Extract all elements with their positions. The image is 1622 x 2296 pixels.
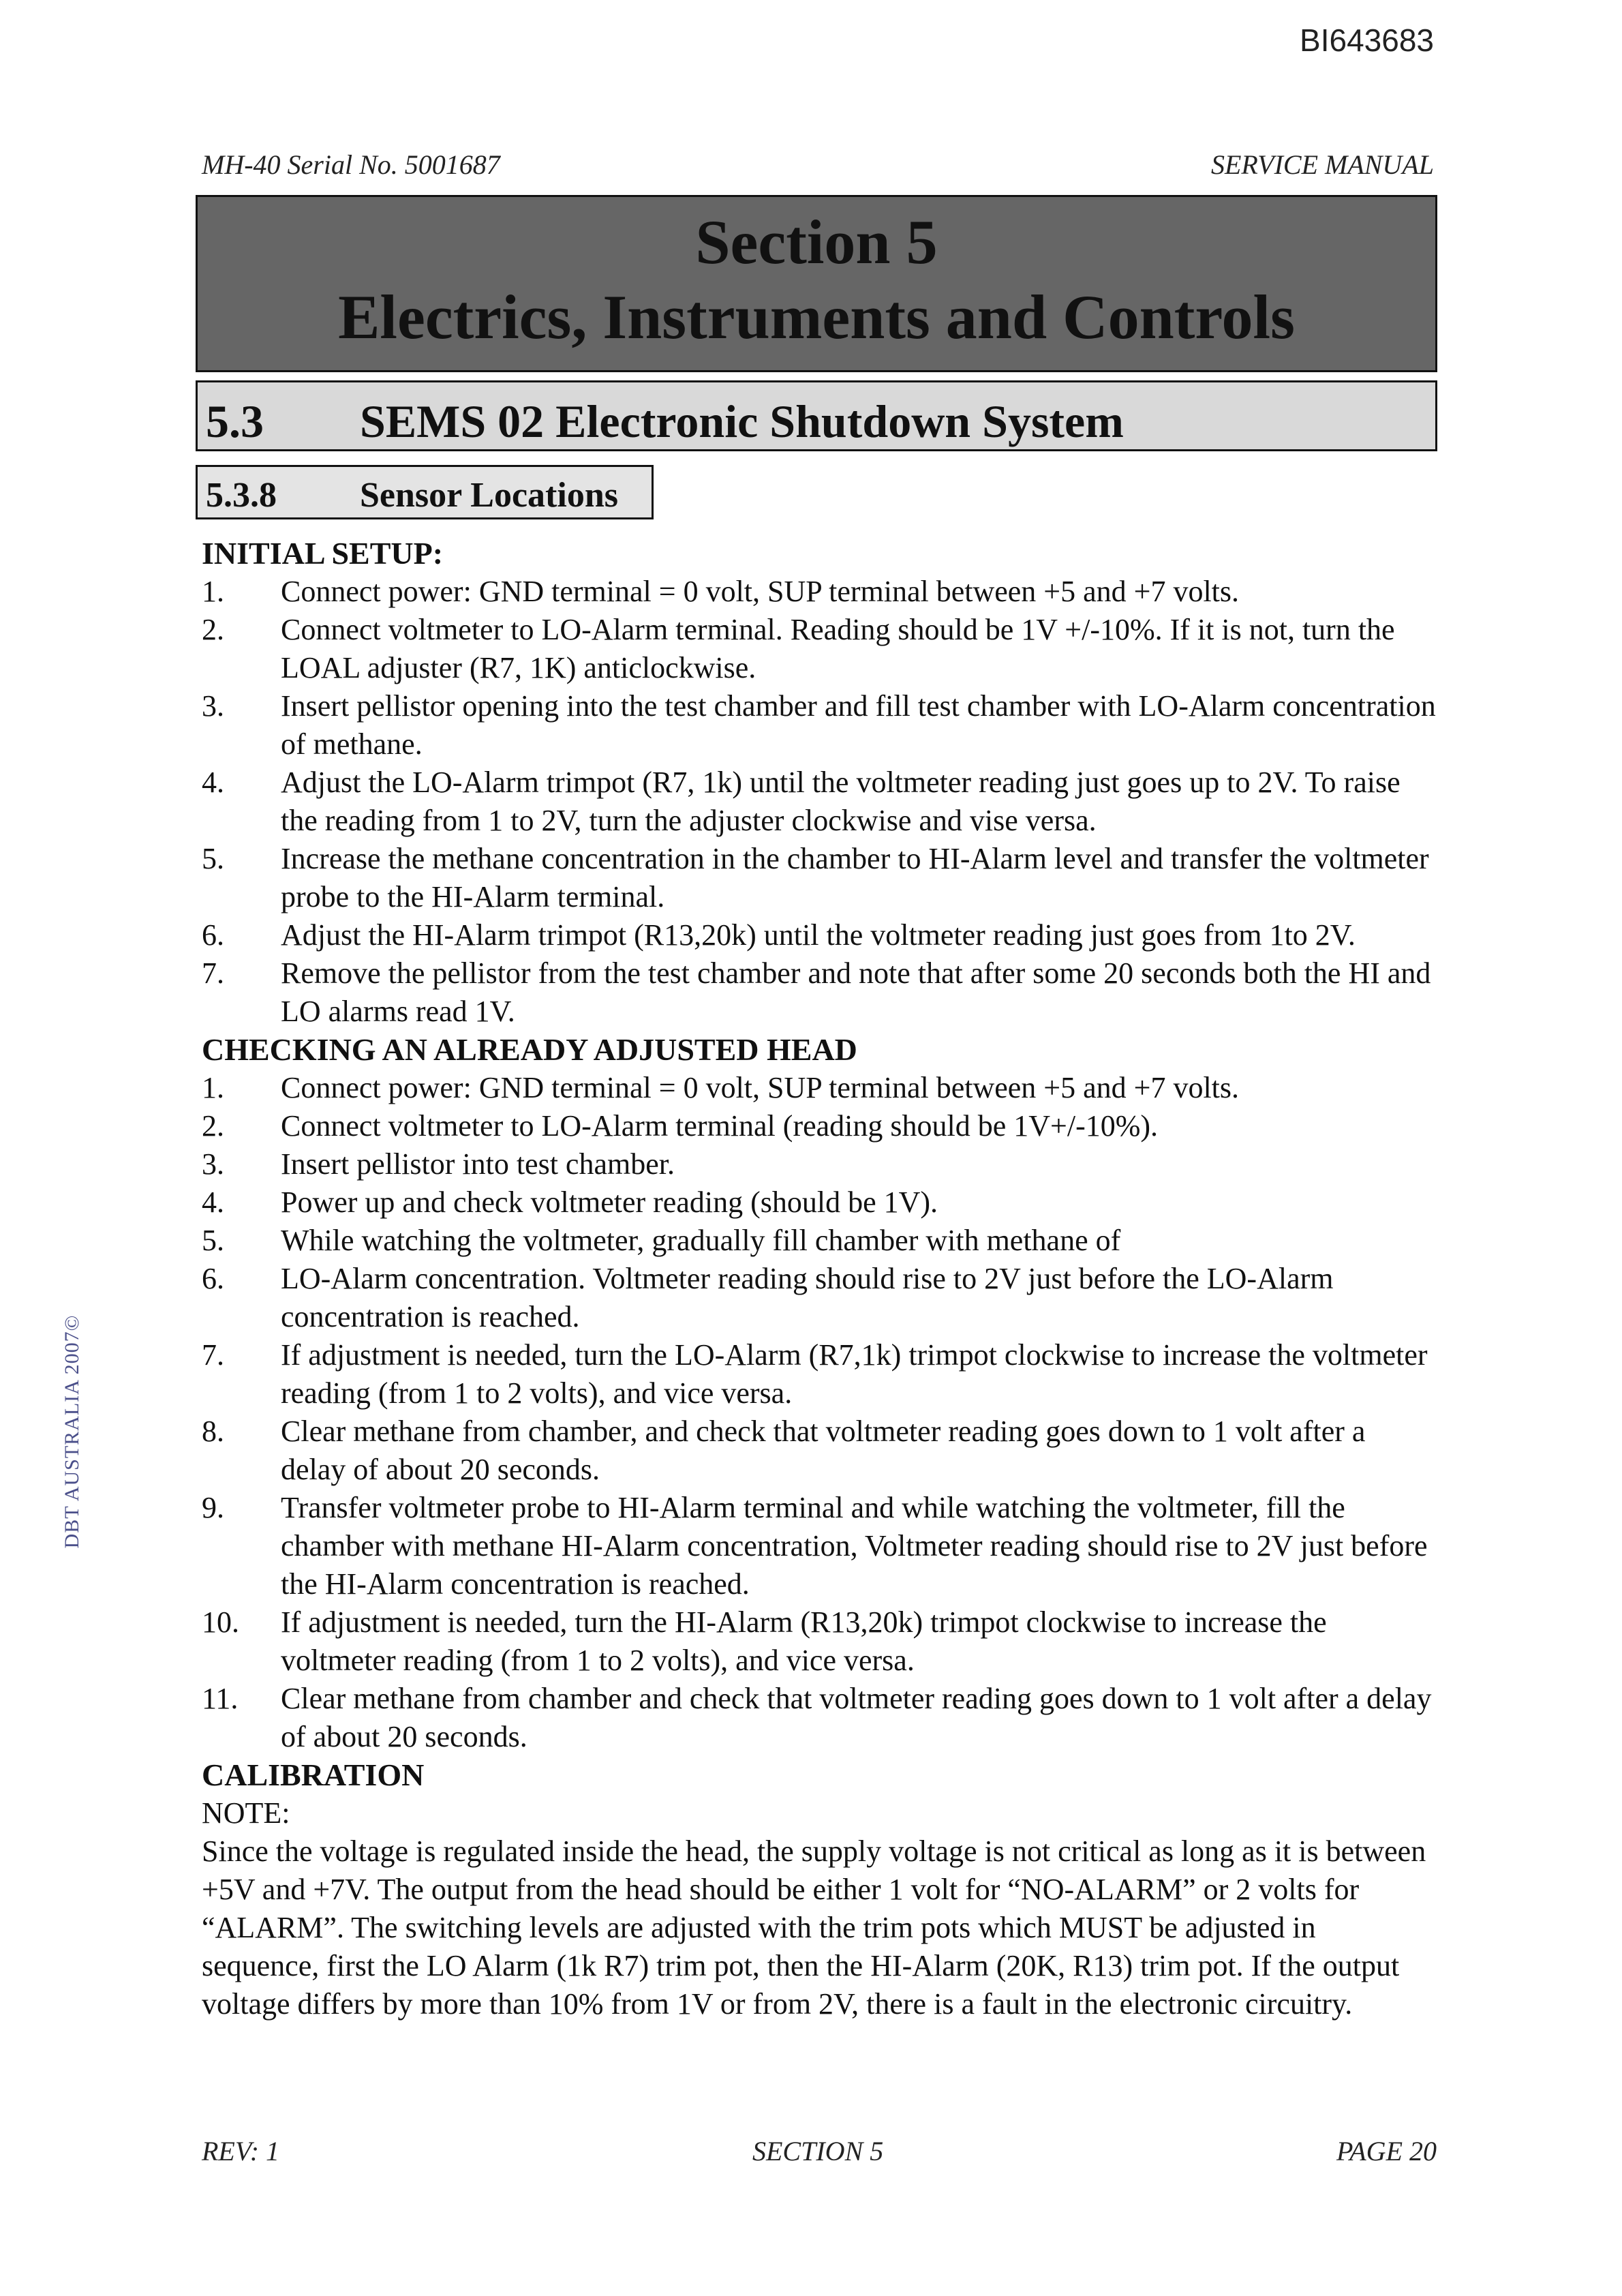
section-title: SEMS 02 Electronic Shutdown System — [360, 395, 1124, 447]
body-content — [202, 534, 1437, 2023]
list-item-number: 10. — [202, 1605, 239, 1639]
page-header — [202, 149, 1434, 181]
initial-setup-list — [202, 573, 1437, 1031]
banner-line2: Electrics, Instruments and Controls — [338, 282, 1295, 352]
list-item — [202, 611, 1437, 687]
list-item-text: While watching the voltmeter, gradually fill chamber with methane of — [281, 1224, 1121, 1257]
list-item-text: If adjustment is needed, turn the LO-Alarm (R7,1k) trimpot clockwise to increase the voltmeter reading (from 1 to 2 volts), and vice versa. — [281, 1338, 1428, 1410]
list-item — [202, 1069, 1437, 1107]
list-item-text: Adjust the HI-Alarm trimpot (R13,20k) until the voltmeter reading just goes from 1to 2V. — [281, 918, 1356, 952]
list-item-number: 3. — [202, 689, 224, 723]
list-item-text: Connect power: GND terminal = 0 volt, SUP terminal between +5 and +7 volts. — [281, 1071, 1240, 1104]
list-item — [202, 1489, 1437, 1603]
list-item — [202, 1336, 1437, 1413]
list-item — [202, 1183, 1437, 1222]
list-item — [202, 687, 1437, 764]
list-item-number: 6. — [202, 918, 224, 952]
subsection-heading — [196, 465, 654, 519]
list-item — [202, 840, 1437, 916]
list-item — [202, 1680, 1437, 1756]
list-item-number: 7. — [202, 956, 224, 990]
list-item-text: Power up and check voltmeter reading (should be 1V). — [281, 1185, 938, 1219]
copyright-side-note — [59, 1295, 86, 1568]
list-item — [202, 1107, 1437, 1145]
list-item — [202, 764, 1437, 840]
list-item-number: 6. — [202, 1262, 224, 1295]
list-item-number: 5. — [202, 1224, 224, 1257]
list-item-number: 2. — [202, 613, 224, 646]
section-banner — [196, 195, 1437, 372]
list-item-text: Adjust the LO-Alarm trimpot (R7, 1k) until the voltmeter reading just goes up to 2V. To raise the reading from 1 to 2V, turn the adjuster clockwise and vise versa. — [281, 766, 1401, 837]
list-item-text: Connect voltmeter to LO-Alarm terminal. Reading should be 1V +/-10%. If it is not, turn the LOAL adjuster (R7, 1K) anticlockwise. — [281, 613, 1395, 684]
list-item-text: Clear methane from chamber, and check that voltmeter reading goes down to 1 volt after a delay of about 20 seconds. — [281, 1415, 1366, 1486]
list-item-text: Insert pellistor opening into the test chamber and fill test chamber with LO-Alarm concentration of methane. — [281, 689, 1436, 761]
list-item-text: Increase the methane concentration in the chamber to HI-Alarm level and transfer the voltmeter probe to the HI-Alarm terminal. — [281, 842, 1429, 913]
header-right: SERVICE MANUAL — [1210, 149, 1434, 180]
footer-left: REV: 1 — [202, 2136, 280, 2166]
footer-right: PAGE 20 — [1336, 2136, 1437, 2166]
list-item-number: 5. — [202, 842, 224, 875]
subsection-title: Sensor Locations — [360, 476, 618, 515]
section-number: 5.3 — [206, 395, 264, 447]
list-item-number: 11. — [202, 1682, 239, 1715]
header-left: MH-40 Serial No. 5001687 — [202, 149, 500, 180]
subsection-number: 5.3.8 — [206, 476, 277, 515]
list-item-number: 1. — [202, 575, 224, 608]
checking-heading: CHECKING AN ALREADY ADJUSTED HEAD — [202, 1032, 857, 1067]
document-id: BI643683 — [1300, 22, 1434, 58]
list-item — [202, 1413, 1437, 1489]
initial-setup-heading: INITIAL SETUP: — [202, 536, 444, 571]
list-item-number: 9. — [202, 1491, 224, 1524]
checking-list — [202, 1069, 1437, 1756]
note-label: NOTE: — [202, 1796, 290, 1830]
list-item-text: Connect voltmeter to LO-Alarm terminal (reading should be 1V+/-10%). — [281, 1109, 1159, 1143]
list-item — [202, 573, 1437, 611]
calibration-heading: CALIBRATION — [202, 1757, 425, 1792]
list-item — [202, 954, 1437, 1031]
side-text: DBT AUSTRALIA 2007© — [61, 1314, 83, 1549]
list-item — [202, 1222, 1437, 1260]
list-item-number: 4. — [202, 1185, 224, 1219]
list-item-number: 1. — [202, 1071, 224, 1104]
list-item-number: 4. — [202, 766, 224, 799]
list-item-text: Connect power: GND terminal = 0 volt, SUP terminal between +5 and +7 volts. — [281, 575, 1240, 608]
list-item-text: Transfer voltmeter probe to HI-Alarm terminal and while watching the voltmeter, fill the chamber with methane HI-Alarm concentration, Voltmeter reading should rise to 2V just before the HI-Alarm concentration is reached. — [281, 1491, 1428, 1601]
list-item — [202, 1260, 1437, 1336]
banner-line1: Section 5 — [695, 207, 938, 277]
list-item-text: If adjustment is needed, turn the HI-Alarm (R13,20k) trimpot clockwise to increase the voltmeter reading (from 1 to 2 volts), and vice versa. — [281, 1605, 1327, 1677]
list-item-number: 7. — [202, 1338, 224, 1372]
section-heading — [196, 380, 1437, 451]
list-item-text: Insert pellistor into test chamber. — [281, 1147, 675, 1181]
list-item-text: Clear methane from chamber and check that voltmeter reading goes down to 1 volt after a delay of about 20 seconds. — [281, 1682, 1432, 1753]
list-item — [202, 1603, 1437, 1680]
list-item — [202, 916, 1437, 954]
list-item-text: Remove the pellistor from the test chamber and note that after some 20 seconds both the HI and LO alarms read 1V. — [281, 956, 1431, 1028]
list-item-text: LO-Alarm concentration. Voltmeter reading should rise to 2V just before the LO-Alarm concentration is reached. — [281, 1262, 1334, 1333]
list-item-number: 3. — [202, 1147, 224, 1181]
list-item-number: 2. — [202, 1109, 224, 1143]
calibration-paragraph: Since the voltage is regulated inside the head, the supply voltage is not critical as long as it is between +5V and +7V. The output from the head should be either 1 volt for “NO-ALARM” or 2 volts for “ALARM”. The switching levels are adjusted with the trim pots which MUST be adjusted in sequence, first the LO Alarm (1k R7) trim pot, then the HI-Alarm (20K, R13) trim pot. If the output voltage differs by more than 10% from 1V or from 2V, there is a fault in the electronic circuitry. — [202, 1834, 1426, 2021]
list-item-number: 8. — [202, 1415, 224, 1448]
page-footer — [202, 2135, 1437, 2168]
footer-center: SECTION 5 — [752, 2136, 884, 2166]
list-item — [202, 1145, 1437, 1183]
